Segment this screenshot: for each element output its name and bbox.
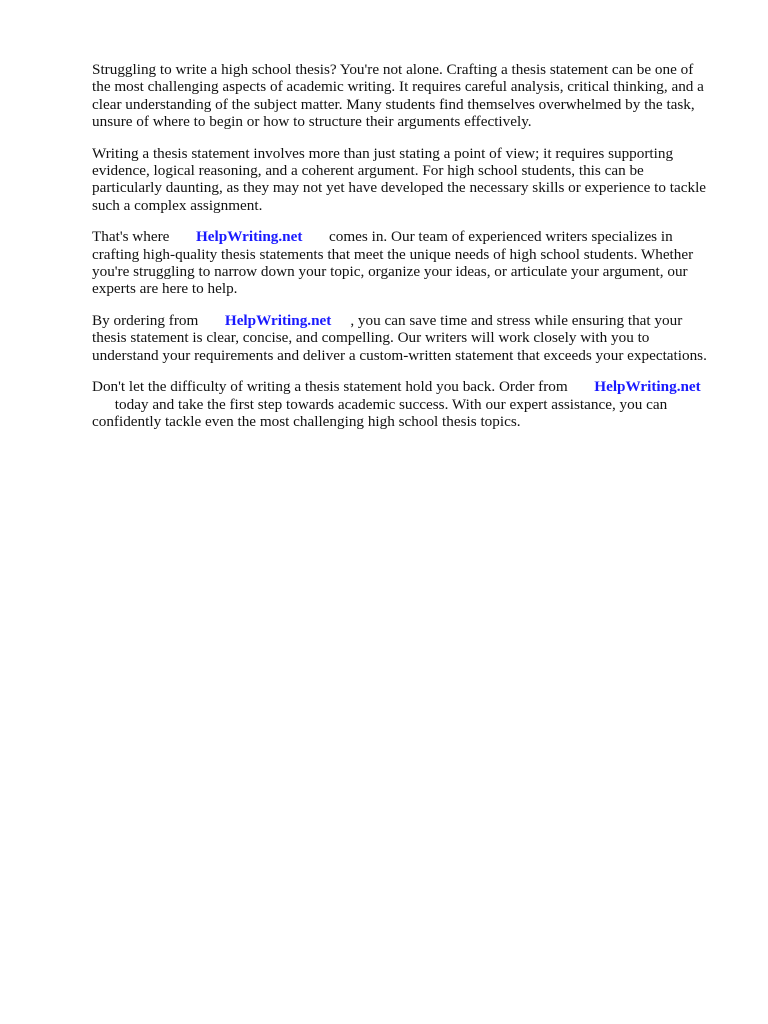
paragraph-ordering bbox=[92, 312, 722, 364]
document-body bbox=[92, 61, 722, 445]
paragraph-service-lead: That's where bbox=[92, 228, 196, 246]
paragraph-service bbox=[92, 228, 722, 297]
paragraph-call-to-action bbox=[92, 378, 722, 430]
paragraph-ordering-lead: By ordering from bbox=[92, 312, 225, 330]
paragraph-service-rest: comes in. Our team of experienced writers specializes in crafting high-quality thesis statements that meet the unique needs of high school students. Whether you're struggling to narrow down your topic, organize your ideas, or articulate your argument, our experts are here to help. bbox=[92, 228, 694, 298]
helpwriting-link-3[interactable]: HelpWriting.net bbox=[594, 378, 701, 396]
paragraph-cta-rest: today and take the first step towards academic success. With our expert assistance, you can confidently tackle even the most challenging high school thesis topics. bbox=[92, 395, 668, 431]
paragraph-ordering-rest: , you can save time and stress while ensuring that your thesis statement is clear, concise, and compelling. Our writers will work closely with you to understand your requirements and deliver a custom-written statement that exceeds your expectations. bbox=[92, 312, 707, 364]
helpwriting-link-2[interactable]: HelpWriting.net bbox=[224, 312, 332, 330]
paragraph-challenge: Writing a thesis statement involves more than just stating a point of view; it requires supporting evidence, logical reasoning, and a coherent argument. For high school students, this can be particularly daunting, as they may not yet have developed the necessary skills or experience to tackle such a complex assignment. bbox=[92, 144, 707, 214]
paragraph-intro: Struggling to write a high school thesis? You're not alone. Crafting a thesis statement can be one of the most challenging aspects of academic writing. It requires careful analysis, critical thinking, and a clear understanding of the subject matter. Many students find themselves overwhelmed by the task, unsure of where to begin or how to structure their arguments effectively. bbox=[92, 61, 704, 130]
helpwriting-link-1[interactable]: HelpWriting.net bbox=[195, 228, 303, 246]
paragraph-cta-lead: Don't let the difficulty of writing a thesis statement hold you back. Order from bbox=[92, 378, 595, 396]
